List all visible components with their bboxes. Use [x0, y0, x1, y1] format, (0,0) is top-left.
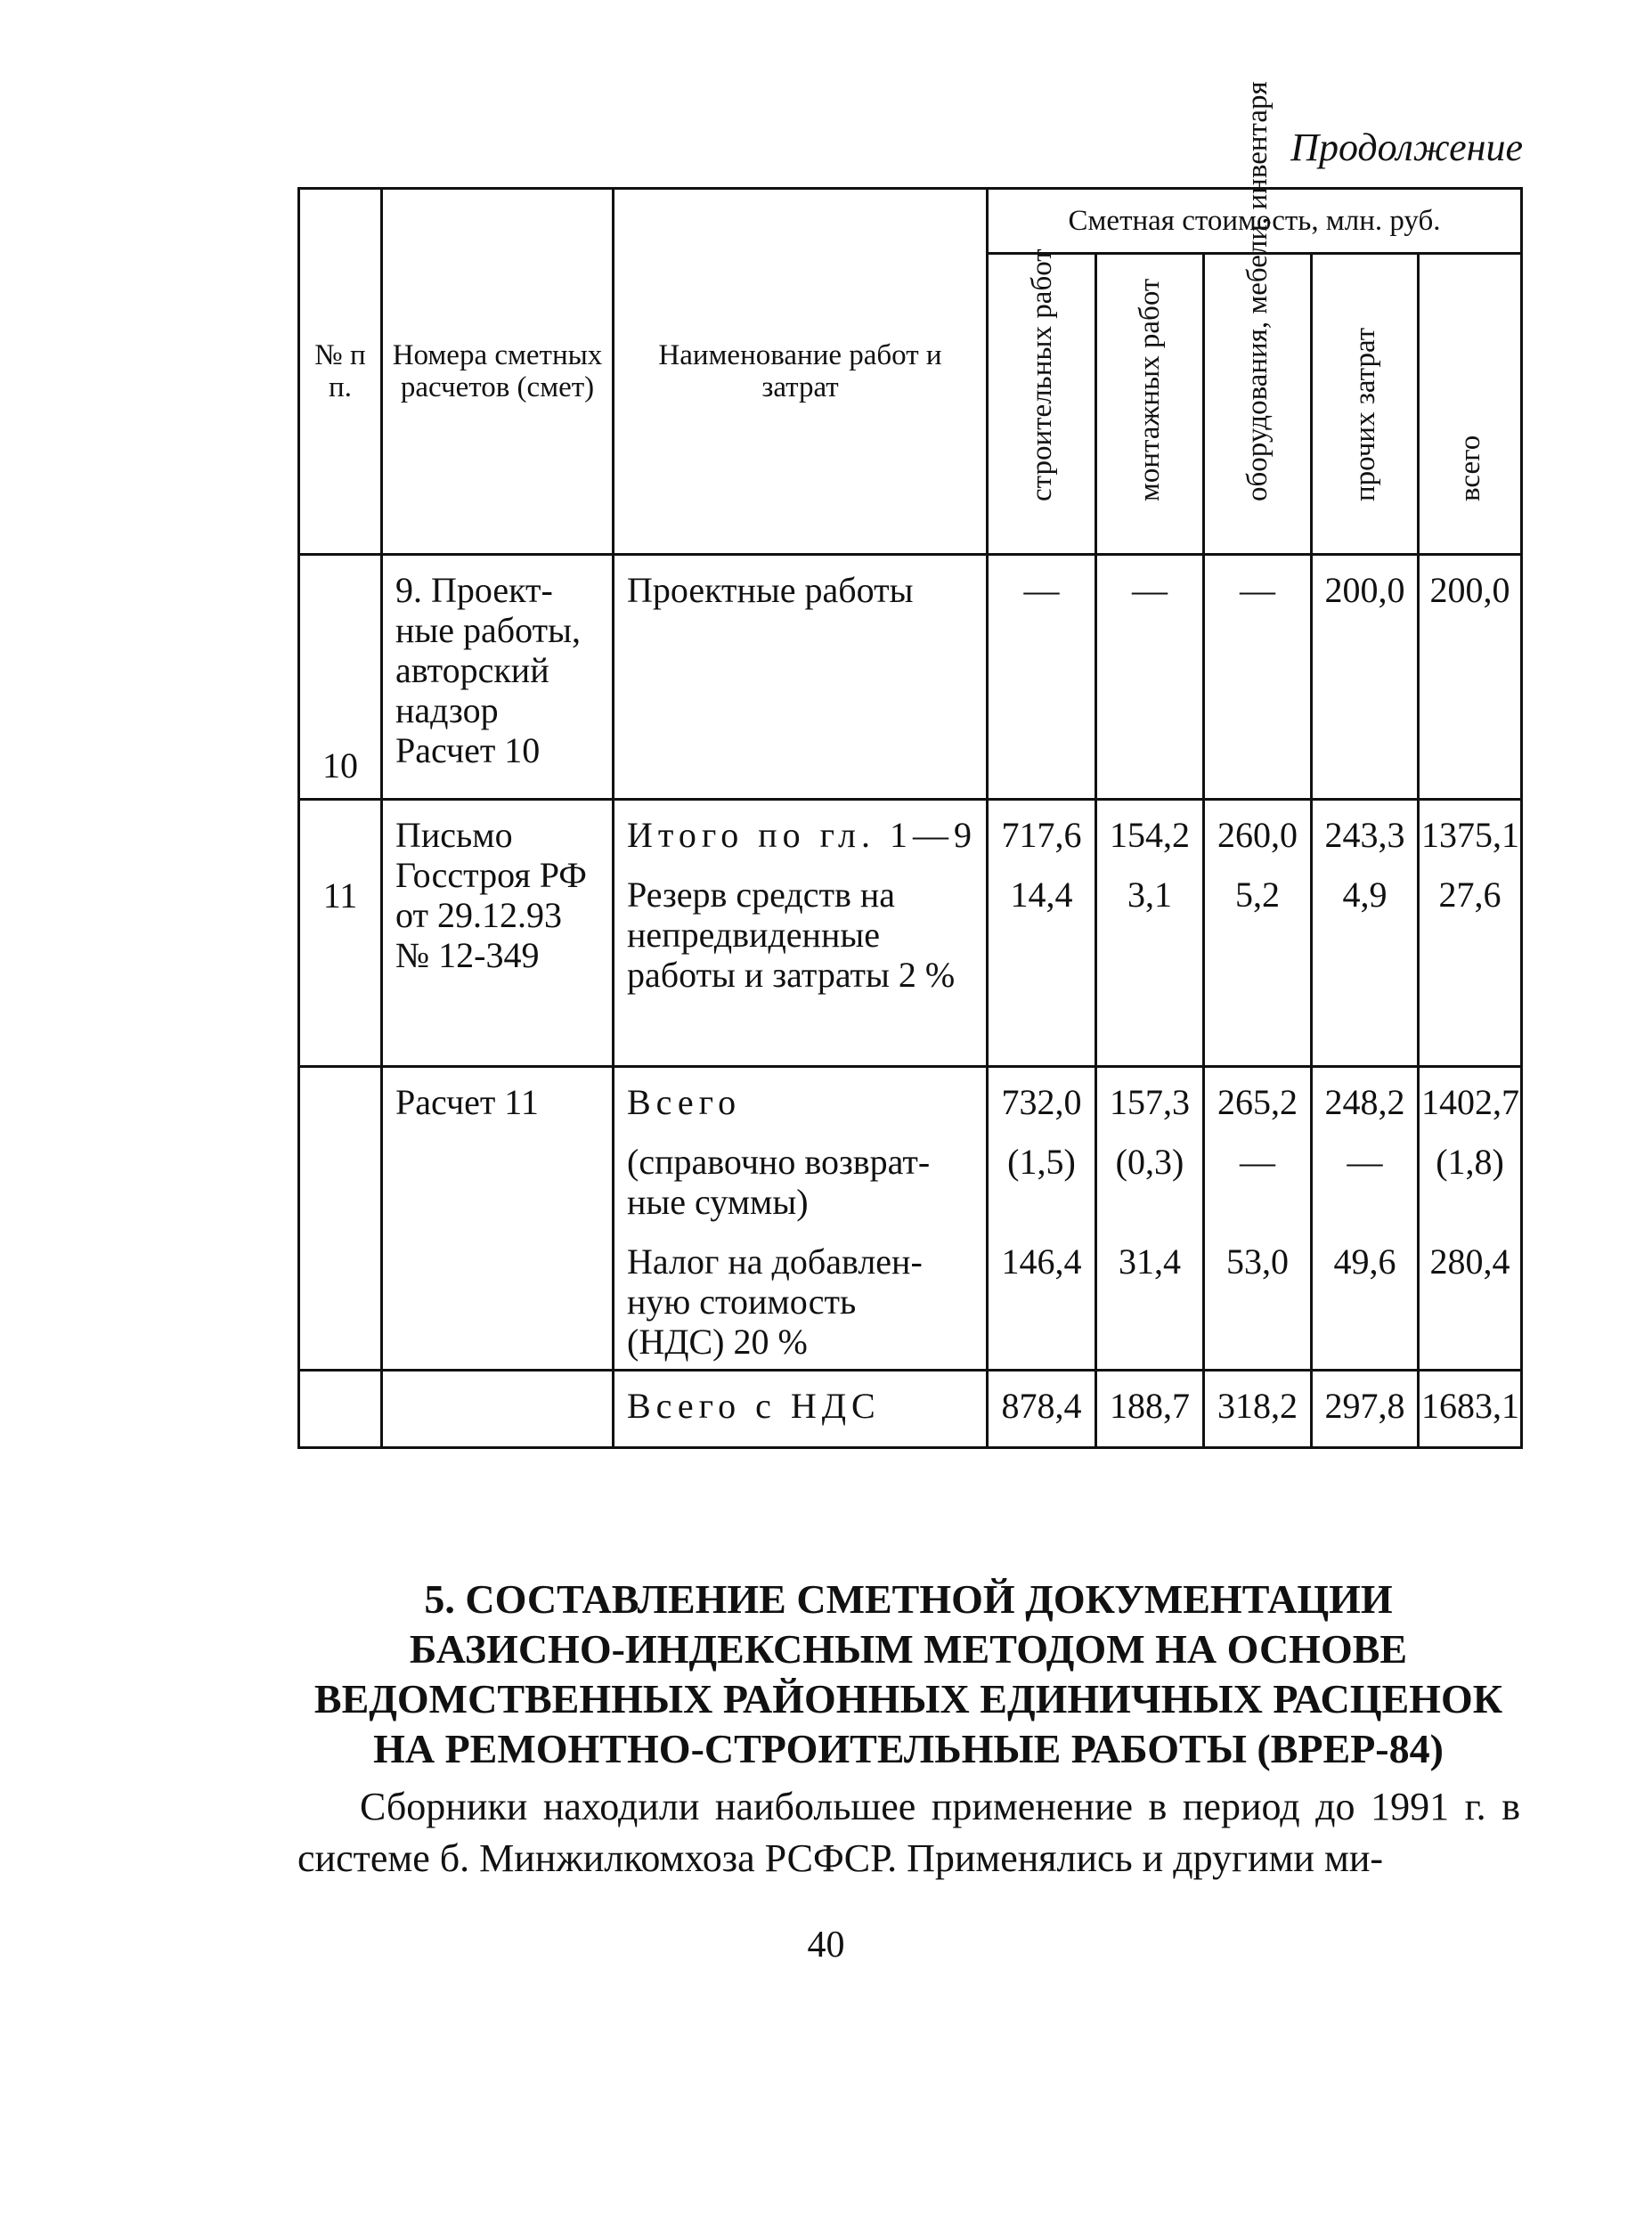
page-number: 40 [807, 1925, 845, 1966]
cost-cell [1312, 555, 1419, 800]
work-name-line: (справочно возврат- [627, 1142, 931, 1182]
cost-cell [1419, 800, 1522, 1067]
cost-cell [1419, 555, 1522, 800]
work-name-cell [614, 555, 988, 800]
cost-value: 1683,1 [1421, 1386, 1519, 1426]
cost-value: 49,6 [1333, 1241, 1396, 1282]
section-heading-line: БАЗИСНО-ИНДЕКСНЫМ МЕТОДОМ НА ОСНОВЕ [409, 1626, 1408, 1672]
cost-value: 260,0 [1217, 815, 1298, 855]
smeta-line: от 29.12.93 [395, 895, 562, 935]
work-name-line: ные суммы) [627, 1182, 809, 1222]
col-header-construction: строительных работ [988, 254, 1096, 555]
cost-value: 1375,1 [1421, 815, 1519, 855]
cost-value: 3,1 [1127, 875, 1172, 915]
table-row [299, 555, 1522, 800]
col-header-num: № п п. [299, 189, 382, 555]
smeta-cell [382, 1067, 614, 1371]
work-name-line: ную стоимость [627, 1282, 857, 1322]
cost-value: 5,2 [1235, 875, 1280, 915]
cost-value: 4,9 [1342, 875, 1388, 915]
cost-value: — [1240, 1142, 1275, 1182]
cost-cell [988, 800, 1096, 1067]
row-number: 11 [299, 800, 382, 1067]
smeta-line: Госстроя РФ [395, 855, 587, 895]
cost-value: 1402,7 [1421, 1082, 1519, 1122]
smeta-line: ные работы, [395, 610, 581, 650]
row-number [299, 1371, 382, 1448]
col-header-cost-group: Сметная стоимость, млн. руб. [988, 189, 1522, 254]
cost-cell [988, 1067, 1096, 1371]
cost-value: — [1132, 570, 1168, 610]
work-name-line: Итого по гл. 1—9 [627, 815, 977, 855]
table-row [299, 1067, 1522, 1371]
col-header-name: Наименование работ и затрат [614, 189, 988, 555]
smeta-cell [382, 800, 614, 1067]
cost-value: 53,0 [1226, 1241, 1289, 1282]
cost-value: 732,0 [1001, 1082, 1082, 1122]
cost-value: — [1347, 1142, 1383, 1182]
cost-cell [1096, 555, 1204, 800]
cost-value: 154,2 [1110, 815, 1190, 855]
cost-cell [1312, 1067, 1419, 1371]
section-heading-line: ВЕДОМСТВЕННЫХ РАЙОННЫХ ЕДИНИЧНЫХ РАСЦЕНОК [313, 1676, 1503, 1722]
smeta-line: авторский [395, 650, 549, 690]
work-name-cell [614, 1371, 988, 1448]
cost-value: 31,4 [1119, 1241, 1181, 1282]
cost-cell [1204, 1067, 1312, 1371]
table-body [299, 555, 1522, 1448]
work-name-cell [614, 800, 988, 1067]
smeta-line: Расчет 11 [395, 1082, 539, 1122]
col-header-installation: монтажных работ [1096, 254, 1204, 555]
cost-value: 265,2 [1217, 1082, 1298, 1122]
section-heading-line: 5. СОСТАВЛЕНИЕ СМЕТНОЙ ДОКУМЕНТАЦИИ [424, 1576, 1393, 1622]
work-name-line: (НДС) 20 % [627, 1322, 808, 1362]
cost-value: 146,4 [1001, 1241, 1082, 1282]
cost-value: 14,4 [1010, 875, 1073, 915]
section-heading [267, 1575, 1550, 1774]
cost-cell [1419, 1067, 1522, 1371]
smeta-line: Расчет 10 [395, 730, 541, 770]
cost-value: 297,8 [1324, 1386, 1405, 1426]
cost-cell [1312, 1371, 1419, 1448]
smeta-cell [382, 1371, 614, 1448]
cost-value: 200,0 [1324, 570, 1405, 610]
cost-value: (0,3) [1115, 1142, 1184, 1182]
row-number: 10 [299, 555, 382, 800]
cost-cell [1204, 800, 1312, 1067]
work-name-line: Всего с НДС [627, 1386, 881, 1426]
cost-cell [1204, 555, 1312, 800]
work-name-line: работы и затраты 2 % [627, 955, 956, 995]
col-header-other: прочих затрат [1312, 254, 1419, 555]
cost-cell [1204, 1371, 1312, 1448]
table-row [299, 800, 1522, 1067]
row-number [299, 1067, 382, 1371]
work-name-line: непредвиденные [627, 915, 880, 955]
cost-value: 188,7 [1110, 1386, 1190, 1426]
cost-value: — [1023, 570, 1060, 610]
work-name-line: Налог на добавлен- [627, 1241, 923, 1282]
smeta-line: № 12-349 [395, 935, 540, 975]
work-name-line: Проектные работы [627, 570, 914, 610]
cost-value: (1,5) [1007, 1142, 1076, 1182]
continuation-label: Продолжение [1290, 126, 1523, 169]
cost-value: 280,4 [1429, 1241, 1510, 1282]
work-name-line: Резерв средств на [627, 875, 896, 915]
work-name-line: Всего [627, 1082, 742, 1122]
paragraph-text: Сборники находили наибольшее применение в период до 1991 г. в системе б. Минжилкомхоза РСФСР. Применялись и другими ми- [297, 1785, 1520, 1880]
cost-value: 157,3 [1110, 1082, 1190, 1122]
col-header-smeta: Номера сметных расчетов (смет) [382, 189, 614, 555]
cost-cell [1096, 1067, 1204, 1371]
work-name-cell [614, 1067, 988, 1371]
cost-value: 878,4 [1001, 1386, 1082, 1426]
table-row [299, 1371, 1522, 1448]
cost-value: 243,3 [1324, 815, 1405, 855]
cost-value: 248,2 [1324, 1082, 1405, 1122]
cost-value: 318,2 [1217, 1386, 1298, 1426]
cost-value: — [1240, 570, 1275, 610]
smeta-cell [382, 555, 614, 800]
cost-value: (1,8) [1436, 1142, 1504, 1182]
cost-cell [1419, 1371, 1522, 1448]
cost-cell [1096, 1371, 1204, 1448]
cost-value: 27,6 [1438, 875, 1501, 915]
smeta-line: 9. Проект- [395, 570, 553, 610]
smeta-line: надзор [395, 690, 499, 730]
section-heading-line: НА РЕМОНТНО-СТРОИТЕЛЬНЫЕ РАБОТЫ (ВРЕР-84) [373, 1726, 1444, 1771]
cost-cell [988, 555, 1096, 800]
col-header-total: всего [1419, 254, 1522, 555]
col-header-equipment: оборудования, мебели, инвентаря [1204, 254, 1312, 555]
cost-value: 200,0 [1429, 570, 1510, 610]
cost-cell [1312, 800, 1419, 1067]
smeta-line: Письмо [395, 815, 513, 855]
cost-value: 717,6 [1001, 815, 1082, 855]
body-paragraph [297, 1781, 1520, 1884]
cost-cell [1096, 800, 1204, 1067]
cost-cell [988, 1371, 1096, 1448]
